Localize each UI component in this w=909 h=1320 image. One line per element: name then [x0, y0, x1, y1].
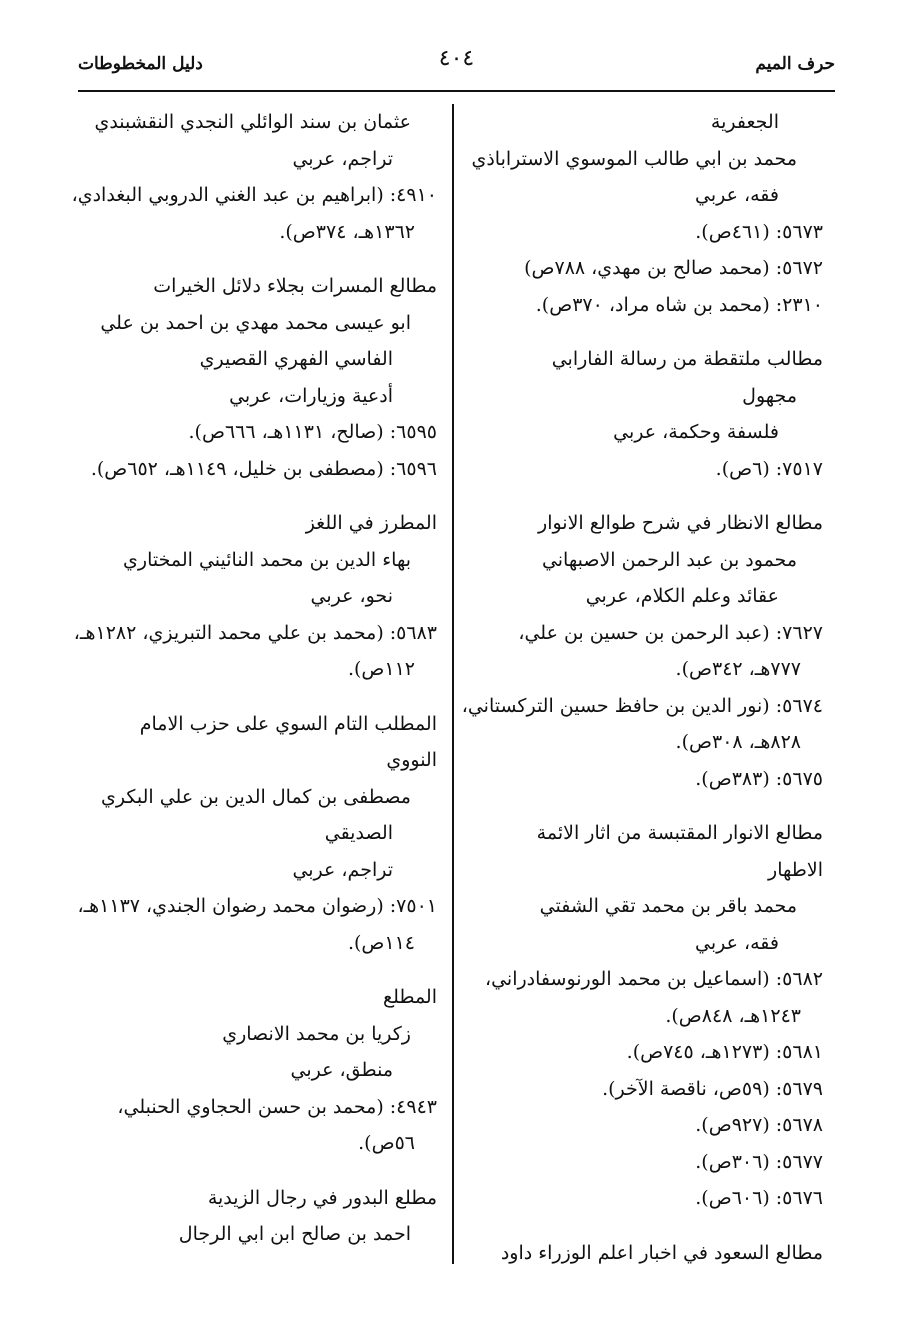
entry-cont: ١٣٦٢هـ، ٣٧٤ص).: [279, 220, 415, 243]
entry-author: مجهول: [742, 384, 797, 407]
left-column: [72, 104, 437, 1253]
entry-subject: عقائد وعلم الكلام، عربي: [585, 585, 779, 607]
entry-title: مطالع الانظار في شرح طوالع الانوار: [538, 512, 823, 534]
right-column: [461, 104, 823, 1271]
entry-subject: تراجم، عربي: [292, 858, 393, 881]
entry-subject: الصديقي: [324, 822, 393, 844]
entry-title: مطالع السعود في اخبار اعلم الوزراء داود: [500, 1241, 823, 1264]
entry-cont: ٥٦ص).: [358, 1132, 415, 1154]
entry-cont: ١٢٤٣هـ، ٨٤٨ص).: [665, 1004, 801, 1027]
entry-ms: ٥٦٨١: (١٢٧٣هـ، ٧٤٥ص).: [626, 1041, 823, 1063]
entry-gap: [473, 1217, 823, 1235]
entry-cont: ٨٢٨هـ، ٣٠٨ص).: [675, 731, 801, 753]
header-rule: [78, 90, 835, 92]
entry-title: مطالع المسرات بجلاء دلائل الخيرات: [153, 275, 437, 297]
entry-ms: ٢٣١٠: (محمد بن شاه مراد، ٣٧٠ص).: [535, 293, 823, 316]
entry-subject: فقه، عربي: [695, 931, 779, 954]
entry-gap: [72, 1162, 437, 1180]
entry-author: ابو عيسى محمد مهدي بن احمد بن علي: [100, 311, 411, 334]
entry-gap: [72, 487, 437, 505]
entry-title: الاطهار: [768, 858, 823, 881]
page-number: ٤٠٤: [438, 46, 475, 71]
entry-title: مطالع الانوار المقتبسة من اثار الائمة: [536, 822, 823, 844]
entry-ms: ٥٦٨٣: (محمد بن علي محمد التبريزي، ١٢٨٢هـ،: [73, 621, 437, 644]
entry-subject: أدعية وزيارات، عربي: [229, 384, 393, 407]
entry-title: مطلع البدور في رجال الزيدية: [207, 1186, 437, 1209]
entry-subject: الجعفرية: [710, 111, 779, 133]
entry-subject: منطق، عربي: [290, 1059, 393, 1081]
entry-gap: [473, 323, 823, 341]
entry-title: المطلع: [382, 986, 437, 1008]
entry-ms: ٥٦٧٩: (٥٩ص، ناقصة الآخر).: [602, 1077, 823, 1100]
entry-author: محمد بن ابي طالب الموسوي الاستراباذي: [471, 147, 797, 170]
entry-subject: فقه، عربي: [695, 184, 779, 206]
entry-ms: ٧٦٢٧: (عبد الرحمن بن حسين بن علي،: [518, 621, 823, 644]
entry-author: محمود بن عبد الرحمن الاصبهاني: [541, 548, 797, 571]
entry-cont: ٧٧٧هـ، ٣٤٢ص).: [675, 658, 801, 680]
entry-ms: ٦٥٩٦: (مصطفى بن خليل، ١١٤٩هـ، ٦٥٢ص).: [90, 457, 437, 480]
entry-subject: الفاسي الفهري القصيري: [199, 348, 393, 370]
entry-author: بهاء الدين بن محمد النائيني المختاري: [123, 548, 411, 571]
entry-cont: ١١٢ص).: [347, 658, 415, 680]
page-header: [78, 42, 835, 82]
section-title: حرف الميم: [755, 54, 835, 74]
entry-gap: [72, 250, 437, 268]
entry-ms: ٤٩١٠: (ابراهيم بن عبد الغني الدروبي البغدادي،: [71, 184, 437, 206]
entry-title: المطرز في اللغز: [305, 512, 437, 534]
entry-ms: ٥٦٧٦: (٦٠٦ص).: [695, 1187, 823, 1209]
entry-ms: ٦٥٩٥: (صالح، ١١٣١هـ، ٦٦٦ص).: [188, 421, 437, 443]
entry-subject: تراجم، عربي: [292, 147, 393, 170]
entry-subject: فلسفة وحكمة، عربي: [613, 421, 779, 443]
entry-author: زكريا بن محمد الانصاري: [222, 1022, 411, 1045]
entry-title: مطالب ملتقطة من رسالة الفارابي: [551, 348, 823, 370]
entry-ms: ٧٥١٧: (٦ص).: [715, 457, 823, 480]
entry-author: محمد باقر بن محمد تقي الشفتي: [539, 895, 797, 917]
entry-gap: [72, 688, 437, 706]
entry-ms: ٥٦٨٢: (اسماعيل بن محمد الورنوسفادراني،: [484, 968, 823, 990]
entry-ms: ٥٦٧٨: (٩٢٧ص).: [695, 1114, 823, 1136]
entry-author: مصطفى بن كمال الدين بن علي البكري: [101, 785, 411, 808]
entry-gap: [473, 487, 823, 505]
entry-ms: ٥٦٧٥: (٣٨٣ص).: [695, 767, 823, 790]
entry-ms: ٤٩٤٣: (محمد بن حسن الحجاوي الحنبلي،: [117, 1095, 437, 1118]
entry-ms: ٧٥٠١: (رضوان محمد رضوان الجندي، ١١٣٧هـ،: [77, 895, 437, 917]
entry-gap: [473, 797, 823, 815]
entry-ms: ٥٦٧٣: (٤٦١ص).: [695, 220, 823, 243]
entry-author: عثمان بن سند الوائلي النجدي النقشبندي: [94, 111, 411, 133]
entry-author: احمد بن صالح ابن ابي الرجال: [178, 1223, 411, 1245]
entry-title: المطلب التام السوي على حزب الامام: [139, 712, 437, 735]
entry-gap: [72, 961, 437, 979]
entry-title: النووي: [386, 749, 437, 771]
column-divider: [452, 104, 454, 1264]
entry-cont: ١١٤ص).: [347, 931, 415, 954]
entry-subject: نحو، عربي: [310, 585, 393, 607]
book-title: دليل المخطوطات: [78, 54, 203, 74]
entry-ms: ٥٦٧٤: (نور الدين بن حافظ حسين التركستاني،: [461, 694, 823, 717]
entry-ms: ٥٦٧٢: (محمد صالح بن مهدي، ٧٨٨ص): [524, 257, 823, 279]
entry-ms: ٥٦٧٧: (٣٠٦ص).: [695, 1150, 823, 1173]
